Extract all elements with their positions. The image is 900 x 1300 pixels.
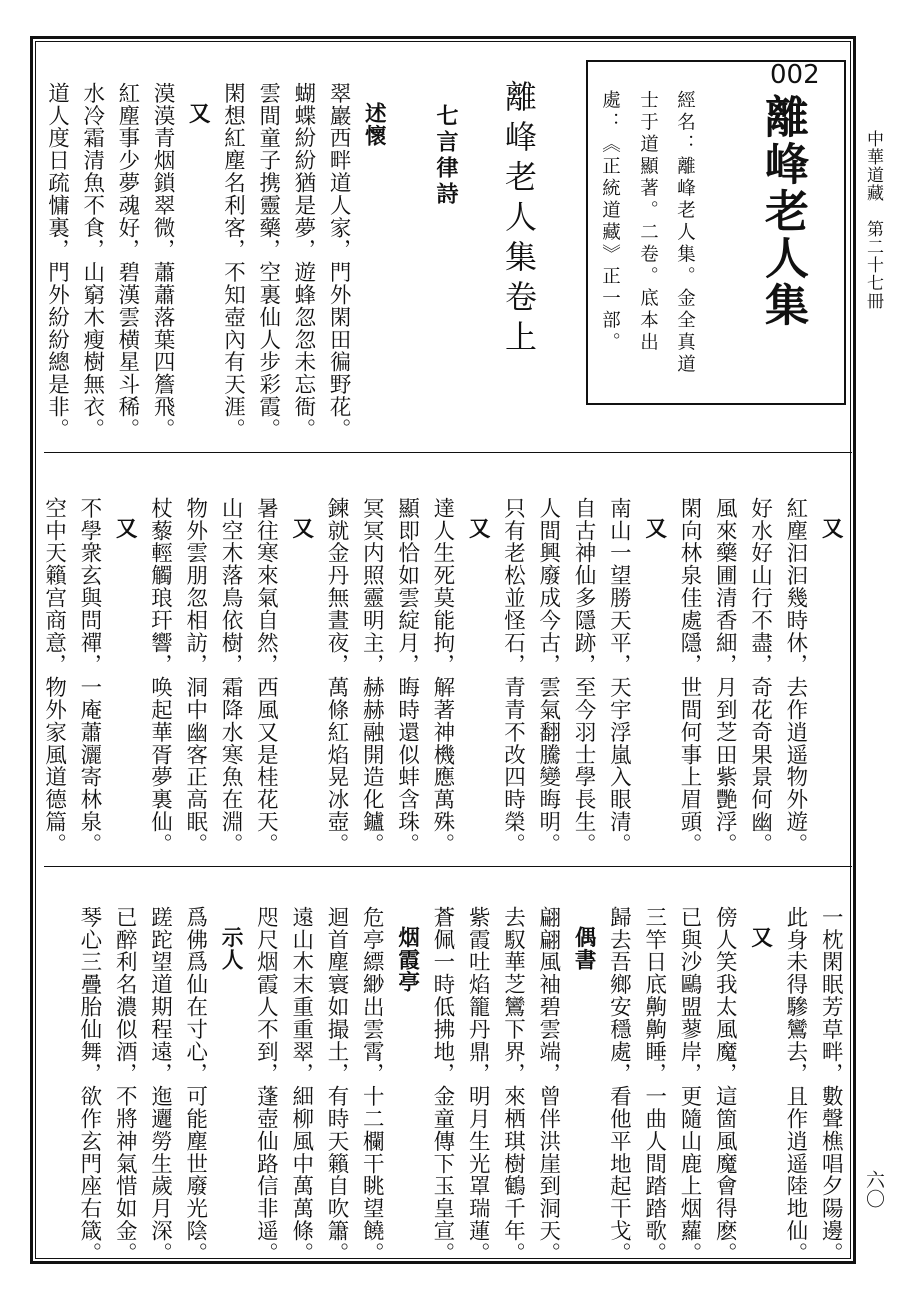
poem-line: 咫尺烟霞人不到，蓬壺仙路信非遥。 xyxy=(253,906,279,1265)
poem-line: 蒼佩一時低拂地，金童傳下玉皇宣。 xyxy=(429,906,455,1265)
poem-line: 紅塵事少夢魂好，碧漢雲横星斗稀。 xyxy=(114,82,140,441)
poem-line: 冥冥内照靈明主，赫赫融開造化鑪。 xyxy=(359,497,385,856)
poem-line: 好水好山行不盡，奇花奇果景何幽。 xyxy=(747,497,773,856)
poem-line: 雲間童子携靈藥，空裏仙人步彩霞。 xyxy=(255,82,281,441)
poem-line: 暑往寒來氣自然，西風又是桂花天。 xyxy=(253,497,279,856)
poem-line: 一枕閑眠芳草畔，數聲樵唱夕陽邊。 xyxy=(818,906,844,1265)
book-info-line: 處：《正統道藏》正一部。 xyxy=(599,90,621,354)
running-header: 中華道藏 第二十七冊 xyxy=(863,130,883,310)
section-title: 七言律詩 xyxy=(433,104,458,208)
poem-line: 山空木落鳥依樹，霜降水寒魚在淵。 xyxy=(218,497,244,856)
poem-line: 物外雲朋忽相訪，洞中幽客正高眠。 xyxy=(182,497,208,856)
book-info-line: 經名：離峰老人集。金全真道 xyxy=(674,90,696,376)
poem-line: 紅塵汩汩幾時休，去作逍遥物外遊。 xyxy=(782,497,808,856)
poem-line: 此身未得驂鸞去，且作逍遥陸地仙。 xyxy=(782,906,808,1265)
poem-line: 紫霞吐焰籠丹鼎，明月生光罩瑞蓮。 xyxy=(465,906,491,1265)
block-divider xyxy=(44,866,852,867)
chapter-title: 離峰老人集卷上 xyxy=(500,80,538,360)
poem-line: 蝴蝶紛紛猶是夢，遊蜂忽忽未忘衙。 xyxy=(290,82,316,441)
poem-line: 閑向林泉佳處隱，世間何事上眉頭。 xyxy=(677,497,702,856)
poem-line: 爲佛爲仙在寸心，可能塵世廢光陰。 xyxy=(182,906,208,1265)
poem-line: 三竿日底齁齁睡，一曲人間踏踏歌。 xyxy=(641,906,667,1265)
poem-line: 杖藜輕觸琅玕響，唤起華胥夢裏仙。 xyxy=(147,497,173,856)
poem-line: 空中天籟宫商意，物外家風道德篇。 xyxy=(41,497,67,856)
book-number: 002 xyxy=(770,60,820,90)
poem-title: 述懷 xyxy=(361,102,387,147)
poem-title: 又 xyxy=(288,517,314,540)
poem-line: 已醉利名濃似酒，不將神氣惜如金。 xyxy=(112,906,138,1265)
poem-line: 達人生死莫能拘，解著神機應萬殊。 xyxy=(429,497,455,856)
poem-line: 危亭縹緲出雲霄，十二欄干眺望饒。 xyxy=(359,906,385,1265)
poem-line: 風來藥圃清香細，月到芝田紫艷浮。 xyxy=(712,497,738,856)
poem-line: 只有老松並怪石，青青不改四時榮。 xyxy=(500,497,526,856)
block-divider xyxy=(44,452,852,453)
poem-line: 顯即恰如雲綻月，晦時還似蚌含珠。 xyxy=(394,497,420,856)
page-number: 六〇 xyxy=(863,1170,885,1208)
poem-line: 南山一望勝天平，天宇浮嵐入眼清。 xyxy=(606,497,632,856)
poem-line: 不學衆玄與問禪，一庵蕭灑寄林泉。 xyxy=(76,497,102,856)
poem-title: 又 xyxy=(112,517,138,540)
book-title: 離峰老人集 xyxy=(757,94,808,329)
poem-line: 蹉跎望道期程遠，迤邐勞生歲月深。 xyxy=(147,906,173,1265)
poem-line: 人間興廢成今古，雲氣翻騰變晦明。 xyxy=(535,497,561,856)
poem-line: 翠巖西畔道人家，門外閑田徧野花。 xyxy=(326,82,352,441)
poem-title: 又 xyxy=(641,517,667,540)
poem-title: 烟霞亭 xyxy=(394,926,420,994)
poem-title: 又 xyxy=(185,102,211,125)
poem-title: 又 xyxy=(465,517,491,540)
poem-line: 漠漠青烟鎖翠微，蕭蕭落葉四簷飛。 xyxy=(150,82,176,441)
book-info-line: 士于道顯著。二卷。底本出 xyxy=(637,90,659,354)
poem-line: 鍊就金丹無晝夜，萬條紅焰晃冰壺。 xyxy=(324,497,349,856)
poem-line: 迴首塵寰如撮土，有時天籟自吹簫。 xyxy=(324,906,349,1265)
poem-line: 去馭華芝鸞下界，來栖琪樹鶴千年。 xyxy=(500,906,526,1265)
poem-line: 傍人笑我太風魔，這箇風魔會得麽。 xyxy=(712,906,738,1265)
poem-line: 閑想紅塵名利客，不知壺內有天涯。 xyxy=(220,82,246,441)
poem-line: 道人度日疏慵裏，門外紛紛總是非。 xyxy=(44,82,70,441)
poem-line: 遠山木末重重翠，細柳風中萬萬條。 xyxy=(288,906,314,1265)
poem-title: 偶書 xyxy=(571,926,597,971)
poem-line: 琴心三疊胎仙舞，欲作玄門座右箴。 xyxy=(76,906,102,1265)
poem-line: 自古神仙多隱跡，至今羽士學長生。 xyxy=(571,497,597,856)
poem-line: 水冷霜清魚不食，山窮木瘦樹無衣。 xyxy=(79,82,105,441)
poem-title: 又 xyxy=(818,517,844,540)
poem-line: 翩翩風袖碧雲端，曾伴洪崖到洞天。 xyxy=(535,906,561,1265)
poem-line: 已與沙鷗盟蓼岸，更隨山鹿上烟蘿。 xyxy=(677,906,702,1265)
poem-line: 歸去吾鄉安穩處，看他平地起干戈。 xyxy=(606,906,632,1265)
poem-title: 示人 xyxy=(218,926,244,971)
poem-title: 又 xyxy=(747,926,773,949)
